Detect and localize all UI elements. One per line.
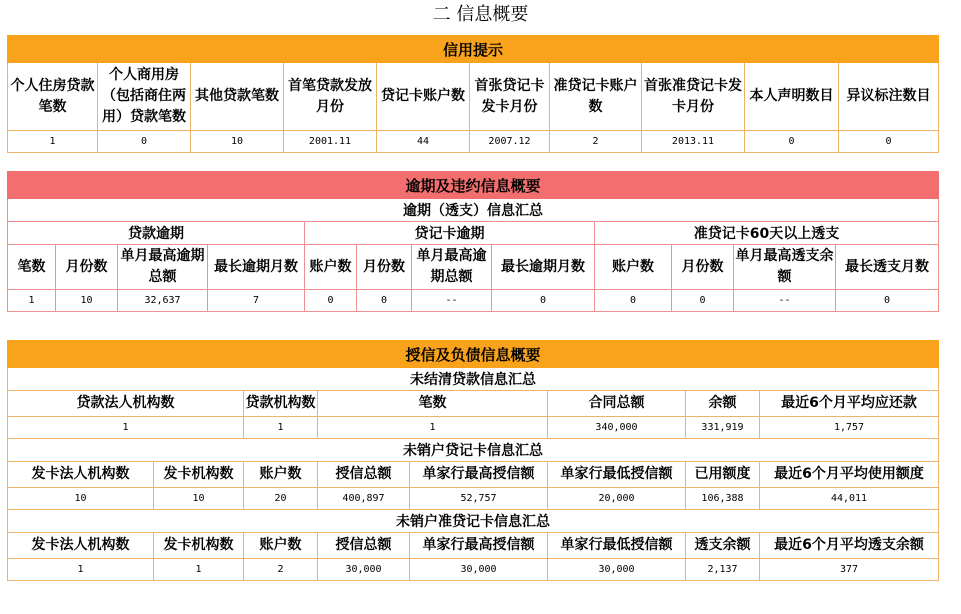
overdue-section-title: 逾期及违约信息概要	[8, 172, 939, 199]
overdue-header: 最长逾期月数	[492, 245, 595, 290]
liability-summary-table	[7, 340, 939, 581]
credit-section-title: 信用提示	[8, 36, 939, 63]
cards-header: 发卡法人机构数	[8, 462, 154, 488]
quasi-cards-header: 单家行最低授信额	[548, 533, 686, 559]
overdue-group-card: 贷记卡逾期	[305, 222, 595, 245]
loans-header: 合同总额	[548, 391, 686, 417]
overdue-header: 单月最高透支余额	[734, 245, 836, 290]
credit-value: 0	[839, 131, 939, 153]
credit-summary-table	[7, 35, 939, 153]
overdue-subtitle: 逾期（透支）信息汇总	[8, 199, 939, 222]
overdue-value: --	[734, 290, 836, 312]
quasi-cards-value: 2	[244, 559, 318, 581]
overdue-group-quasi-card: 准贷记卡60天以上透支	[595, 222, 939, 245]
overdue-header: 月份数	[672, 245, 734, 290]
quasi-cards-header: 授信总额	[318, 533, 410, 559]
overdue-value: 0	[595, 290, 672, 312]
loans-subtitle: 未结清贷款信息汇总	[8, 368, 939, 391]
overdue-header: 账户数	[595, 245, 672, 290]
credit-value: 2007.12	[470, 131, 550, 153]
loans-value: 1	[244, 417, 318, 439]
cards-header: 授信总额	[318, 462, 410, 488]
cards-value: 52,757	[410, 488, 548, 510]
credit-value: 0	[98, 131, 191, 153]
quasi-cards-header: 透支余额	[686, 533, 760, 559]
cards-value: 20,000	[548, 488, 686, 510]
overdue-value: 0	[836, 290, 939, 312]
overdue-value: 1	[8, 290, 56, 312]
overdue-value: 10	[56, 290, 118, 312]
page-title: 二 信息概要	[432, 4, 529, 25]
quasi-cards-header: 最近6个月平均透支余额	[760, 533, 939, 559]
cards-value: 106,388	[686, 488, 760, 510]
overdue-header: 账户数	[305, 245, 357, 290]
overdue-value: 7	[208, 290, 305, 312]
overdue-value: 0	[492, 290, 595, 312]
quasi-cards-value: 377	[760, 559, 939, 581]
credit-value: 0	[745, 131, 839, 153]
credit-header: 本人声明数目	[745, 63, 839, 131]
overdue-value: 32,637	[118, 290, 208, 312]
credit-value: 1	[8, 131, 98, 153]
credit-header: 异议标注数目	[839, 63, 939, 131]
overdue-value: 0	[357, 290, 412, 312]
loans-header: 最近6个月平均应还款	[760, 391, 939, 417]
loans-header: 余额	[686, 391, 760, 417]
overdue-header: 单月最高逾期总额	[118, 245, 208, 290]
quasi-cards-header: 发卡机构数	[154, 533, 244, 559]
loans-value: 340,000	[548, 417, 686, 439]
credit-header: 贷记卡账户数	[377, 63, 470, 131]
cards-subtitle: 未销户贷记卡信息汇总	[8, 439, 939, 462]
overdue-header: 最长透支月数	[836, 245, 939, 290]
cards-value: 10	[8, 488, 154, 510]
cards-header: 最近6个月平均使用额度	[760, 462, 939, 488]
quasi-cards-header: 发卡法人机构数	[8, 533, 154, 559]
cards-header: 已用额度	[686, 462, 760, 488]
quasi-cards-value: 1	[154, 559, 244, 581]
cards-header: 发卡机构数	[154, 462, 244, 488]
overdue-header: 单月最高逾期总额	[412, 245, 492, 290]
loans-header: 贷款法人机构数	[8, 391, 244, 417]
credit-header: 个人商用房（包括商住两用）贷款笔数	[98, 63, 191, 131]
loans-value: 1	[318, 417, 548, 439]
cards-value: 44,011	[760, 488, 939, 510]
quasi-cards-subtitle: 未销户准贷记卡信息汇总	[8, 510, 939, 533]
overdue-header: 月份数	[357, 245, 412, 290]
overdue-summary-table	[7, 171, 939, 312]
overdue-value: 0	[672, 290, 734, 312]
quasi-cards-value: 30,000	[318, 559, 410, 581]
loans-value: 1	[8, 417, 244, 439]
quasi-cards-header: 单家行最高授信额	[410, 533, 548, 559]
loans-value: 1,757	[760, 417, 939, 439]
cards-value: 10	[154, 488, 244, 510]
credit-header: 首笔贷款发放月份	[284, 63, 377, 131]
cards-header: 账户数	[244, 462, 318, 488]
credit-value: 44	[377, 131, 470, 153]
cards-value: 20	[244, 488, 318, 510]
credit-value: 2013.11	[642, 131, 745, 153]
loans-header: 贷款机构数	[244, 391, 318, 417]
credit-value: 10	[191, 131, 284, 153]
credit-header: 首张贷记卡发卡月份	[470, 63, 550, 131]
credit-header: 个人住房贷款笔数	[8, 63, 98, 131]
liability-section-title: 授信及负债信息概要	[8, 341, 939, 368]
cards-value: 400,897	[318, 488, 410, 510]
credit-header: 准贷记卡账户数	[550, 63, 642, 131]
overdue-value: 0	[305, 290, 357, 312]
quasi-cards-value: 2,137	[686, 559, 760, 581]
loans-value: 331,919	[686, 417, 760, 439]
overdue-header: 最长逾期月数	[208, 245, 305, 290]
quasi-cards-value: 1	[8, 559, 154, 581]
overdue-group-loan: 贷款逾期	[8, 222, 305, 245]
loans-header: 笔数	[318, 391, 548, 417]
credit-value: 2001.11	[284, 131, 377, 153]
quasi-cards-value: 30,000	[410, 559, 548, 581]
quasi-cards-header: 账户数	[244, 533, 318, 559]
overdue-value: --	[412, 290, 492, 312]
credit-header: 其他贷款笔数	[191, 63, 284, 131]
credit-value: 2	[550, 131, 642, 153]
credit-header: 首张准贷记卡发卡月份	[642, 63, 745, 131]
overdue-header: 笔数	[8, 245, 56, 290]
cards-header: 单家行最低授信额	[548, 462, 686, 488]
cards-header: 单家行最高授信额	[410, 462, 548, 488]
overdue-header: 月份数	[56, 245, 118, 290]
quasi-cards-value: 30,000	[548, 559, 686, 581]
